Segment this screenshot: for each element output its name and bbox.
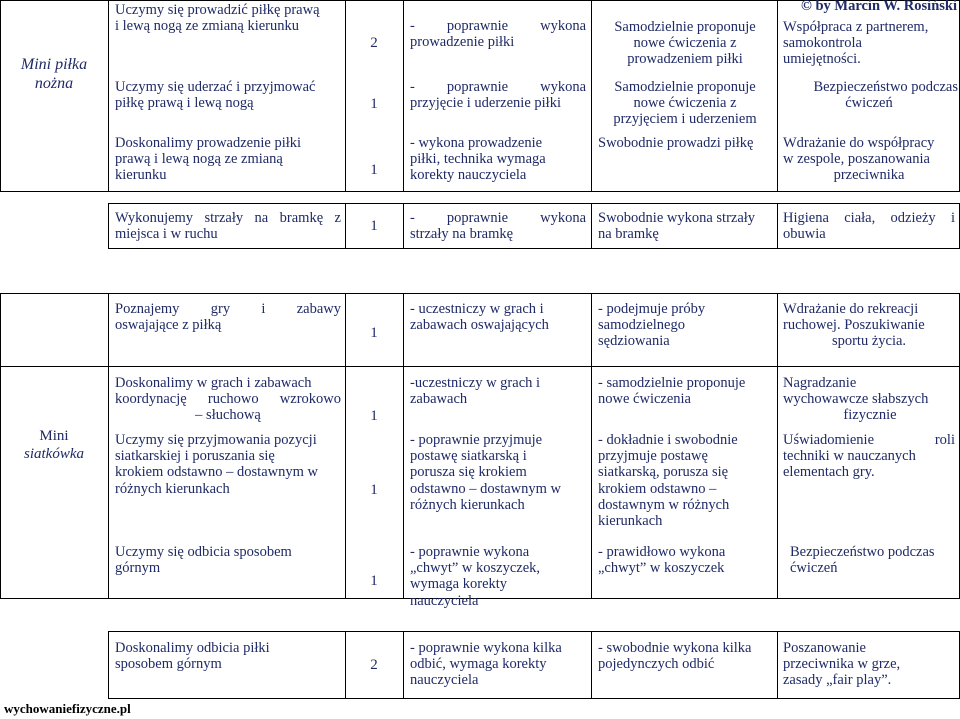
row-7-outcome: - poprawnie wykona „chwyt” w koszyczek, wymaga korekty nauczyciela <box>410 544 541 609</box>
row-0-hours: 2 <box>370 35 378 51</box>
row-3-activity: Swobodnie wykona strzały na bramkę <box>598 210 756 243</box>
row-0-activity: Samodzielnie proponuje nowe ćwiczenia z prowadzeniem piłki <box>614 19 756 68</box>
row-2-hours: 1 <box>370 162 378 178</box>
row-3-outcome: - poprawnie wykona strzały na bramkę <box>410 210 586 243</box>
row-8-topic: Doskonalimy odbicia piłki sposobem górnym <box>115 640 270 673</box>
row-6-topic: Uczymy się przyjmowania pozycji siatkarskiej i poruszania się krokiem odstawno – dostawnym w różnych kierunkach <box>115 432 318 497</box>
row-4-values: Wdrażanie do rekreacji ruchowej. Poszukiwanie sportu życia. <box>783 301 925 350</box>
row-1-topic: Uczymy się uderzać i przyjmować piłkę prawą i lewą nogą <box>115 79 316 112</box>
row-4-outcome: - uczestniczy w grach i zabawach oswajających <box>410 301 549 334</box>
row-5-hours: 1 <box>370 408 378 424</box>
copyright-notice: © by Marcin W. Rosiński <box>800 0 957 14</box>
row-6-values: Uświadomienie roli techniki w nauczanych elementach gry. <box>783 432 955 481</box>
row-5-outcome: -uczestniczy w grach i zabawach <box>410 375 541 408</box>
row-5-activity: - samodzielnie proponuje nowe ćwiczenia <box>598 375 746 408</box>
row-5-topic: Doskonalimy w grach i zabawach koordynację ruchowo wzrokowo – słuchową <box>115 375 341 424</box>
row-2-topic: Doskonalimy prowadzenie piłki prawą i lewą nogą ze zmianą kierunku <box>115 135 302 184</box>
row-1-values: Bezpieczeństwo podczas ćwiczeń <box>813 79 958 112</box>
row-7-hours: 1 <box>370 573 378 589</box>
row-1-outcome: - poprawnie wykona przyjęcie i uderzenie piłki <box>410 79 586 112</box>
row-8-hours: 2 <box>370 657 378 673</box>
row-0-values: Współpraca z partnerem, samokontrola umiejętności. <box>783 19 929 68</box>
row-8-outcome: - poprawnie wykona kilka odbić, wymaga korekty nauczyciela <box>410 640 562 689</box>
row-1-hours: 1 <box>370 96 378 112</box>
row-0-outcome: - poprawnie wykona prowadzenie piłki <box>410 18 586 51</box>
row-6-hours: 1 <box>370 482 378 498</box>
row-5-values: Nagradzanie wychowawcze słabszych fizycznie <box>783 375 929 424</box>
row-6-activity: - dokładnie i swobodnie przyjmuje postawę siatkarską, porusza się krokiem odstawno – dostawnym w różnych kierunkach <box>598 432 738 530</box>
row-1-activity: Samodzielnie proponuje nowe ćwiczenia z przyjęciem i uderzeniem <box>613 79 757 128</box>
row-3-values: Higiena ciała, odzieży i obuwia <box>783 210 955 243</box>
row-7-values: Bezpieczeństwo podczas ćwiczeń <box>790 544 935 577</box>
row-7-topic: Uczymy się odbicia sposobem górnym <box>115 544 292 577</box>
row-2-values: Wdrażanie do współpracy w zespole, poszanowania przeciwnika <box>783 135 935 184</box>
row-4-activity: - podejmuje próby samodzielnego sędziowania <box>598 301 706 350</box>
row-2-activity: Swobodnie prowadzi piłkę <box>598 135 754 151</box>
row-4-hours: 1 <box>370 325 378 341</box>
row-0-topic: Uczymy się prowadzić piłkę prawą i lewą nogą ze zmianą kierunku <box>115 2 320 35</box>
row-7-activity: - prawidłowo wykona „chwyt” w koszyczek <box>598 544 726 577</box>
footer-site[interactable]: wychowaniefizyczne.pl <box>4 701 131 716</box>
row-8-values: Poszanowanie przeciwnika w grze, zasady „fair play”. <box>783 640 901 689</box>
section-label-pilka-nozna: Mini piłka nożna <box>20 56 88 92</box>
section-label-siatkowka: Mini siatkówka <box>24 428 84 462</box>
row-4-topic: Poznajemy gry i zabawy oswajające z piłką <box>115 301 341 334</box>
row-8-activity: - swobodnie wykona kilka pojedynczych odbić <box>598 640 752 673</box>
row-3-hours: 1 <box>370 218 378 234</box>
row-6-outcome: - poprawnie przyjmuje postawę siatkarską i porusza się krokiem odstawno – dostawnym w różnych kierunkach <box>410 432 562 513</box>
row-3-topic: Wykonujemy strzały na bramkę z miejsca i w ruchu <box>115 210 341 243</box>
row-2-outcome: - wykona prowadzenie piłki, technika wymaga korekty nauczyciela <box>410 135 546 184</box>
